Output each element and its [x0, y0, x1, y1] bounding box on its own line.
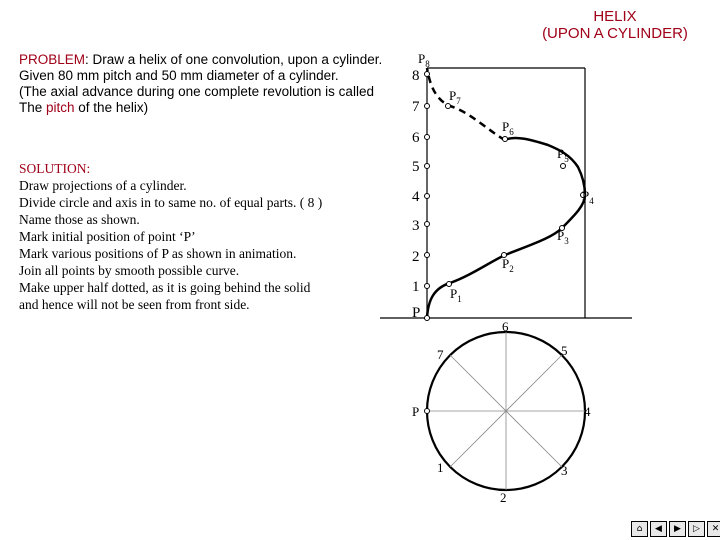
axis-label-7: 7: [412, 99, 420, 115]
previous-button[interactable]: ◀: [650, 521, 667, 537]
circle-label-6: 6: [502, 319, 509, 334]
point-label-p1: $P_1$: [450, 286, 462, 304]
point-label-p6: $P_6$: [502, 119, 514, 137]
problem-keyword: PROBLEM: [19, 52, 86, 67]
axis-label-8: 8: [412, 68, 420, 84]
axis-label-6: 6: [412, 130, 420, 146]
title-line-1: HELIX: [593, 8, 637, 25]
slide-navigation: [631, 521, 720, 537]
axis-label-p: P: [412, 305, 421, 321]
circle-label-1: 1: [437, 460, 444, 475]
solution-heading: SOLUTION:: [19, 161, 91, 176]
point-label-p7: $P_7$: [449, 88, 461, 106]
solution-step: Make upper half dotted, as it is going behind the solid: [19, 280, 311, 295]
circle-label-4: 4: [584, 404, 591, 419]
circle-point-p: [425, 409, 430, 414]
axis-label-5: 5: [412, 159, 420, 175]
solution-step: Draw projections of a cylinder.: [19, 178, 187, 193]
helix-curve-hidden: [427, 68, 505, 140]
problem-line-4-pre: The: [19, 100, 47, 115]
circle-labels: [412, 319, 591, 505]
problem-line-1: : Draw a helix of one convolution, upon a cylinder.: [85, 52, 383, 67]
pitch-term: pitch: [46, 100, 75, 115]
point-label-p3: $P_3$: [557, 228, 569, 246]
next-button[interactable]: ▶: [669, 521, 686, 537]
circle-label-3: 3: [561, 463, 568, 478]
axis-labels: [412, 68, 420, 321]
solution-step: Divide circle and axis in to same no. of equal parts. ( 8 ): [19, 195, 323, 210]
circle-label-2: 2: [500, 490, 507, 505]
home-button[interactable]: ⌂: [631, 521, 648, 537]
circle-label-7: 7: [437, 347, 444, 362]
circle-label-p: P: [412, 404, 420, 419]
point-label-p5: $P_5$: [557, 146, 569, 164]
point-label-p4: $P_4$: [582, 188, 594, 206]
solution-step: Mark various positions of P as shown in animation.: [19, 246, 297, 261]
solution-step: Name those as shown.: [19, 212, 140, 227]
solution-step: Join all points by smooth possible curve.: [19, 263, 240, 278]
axis-label-1: 1: [412, 279, 420, 295]
point-label-p8: $P_8$: [418, 51, 430, 69]
helix-point-labels: [418, 51, 594, 304]
circle-label-5: 5: [561, 343, 568, 358]
axis-label-4: 4: [412, 189, 420, 205]
solution-step: Mark initial position of point ‘P’: [19, 229, 196, 244]
point-label-p2: $P_2$: [502, 256, 514, 274]
problem-line-4-post: of the helix): [74, 100, 149, 115]
problem-line-3: (The axial advance during one complete revolution is called: [19, 84, 374, 99]
solution-step: and hence will not be seen from front side.: [19, 297, 250, 312]
forward-button[interactable]: ▷: [688, 521, 705, 537]
title-line-2: (UPON A CYLINDER): [542, 25, 688, 42]
helix-point-markers: [446, 104, 586, 287]
close-button[interactable]: ✕: [707, 521, 720, 537]
problem-line-2: Given 80 mm pitch and 50 mm diameter of a cylinder.: [19, 68, 339, 83]
axis-markers: [425, 72, 430, 321]
axis-label-3: 3: [412, 218, 420, 234]
axis-label-2: 2: [412, 249, 420, 265]
